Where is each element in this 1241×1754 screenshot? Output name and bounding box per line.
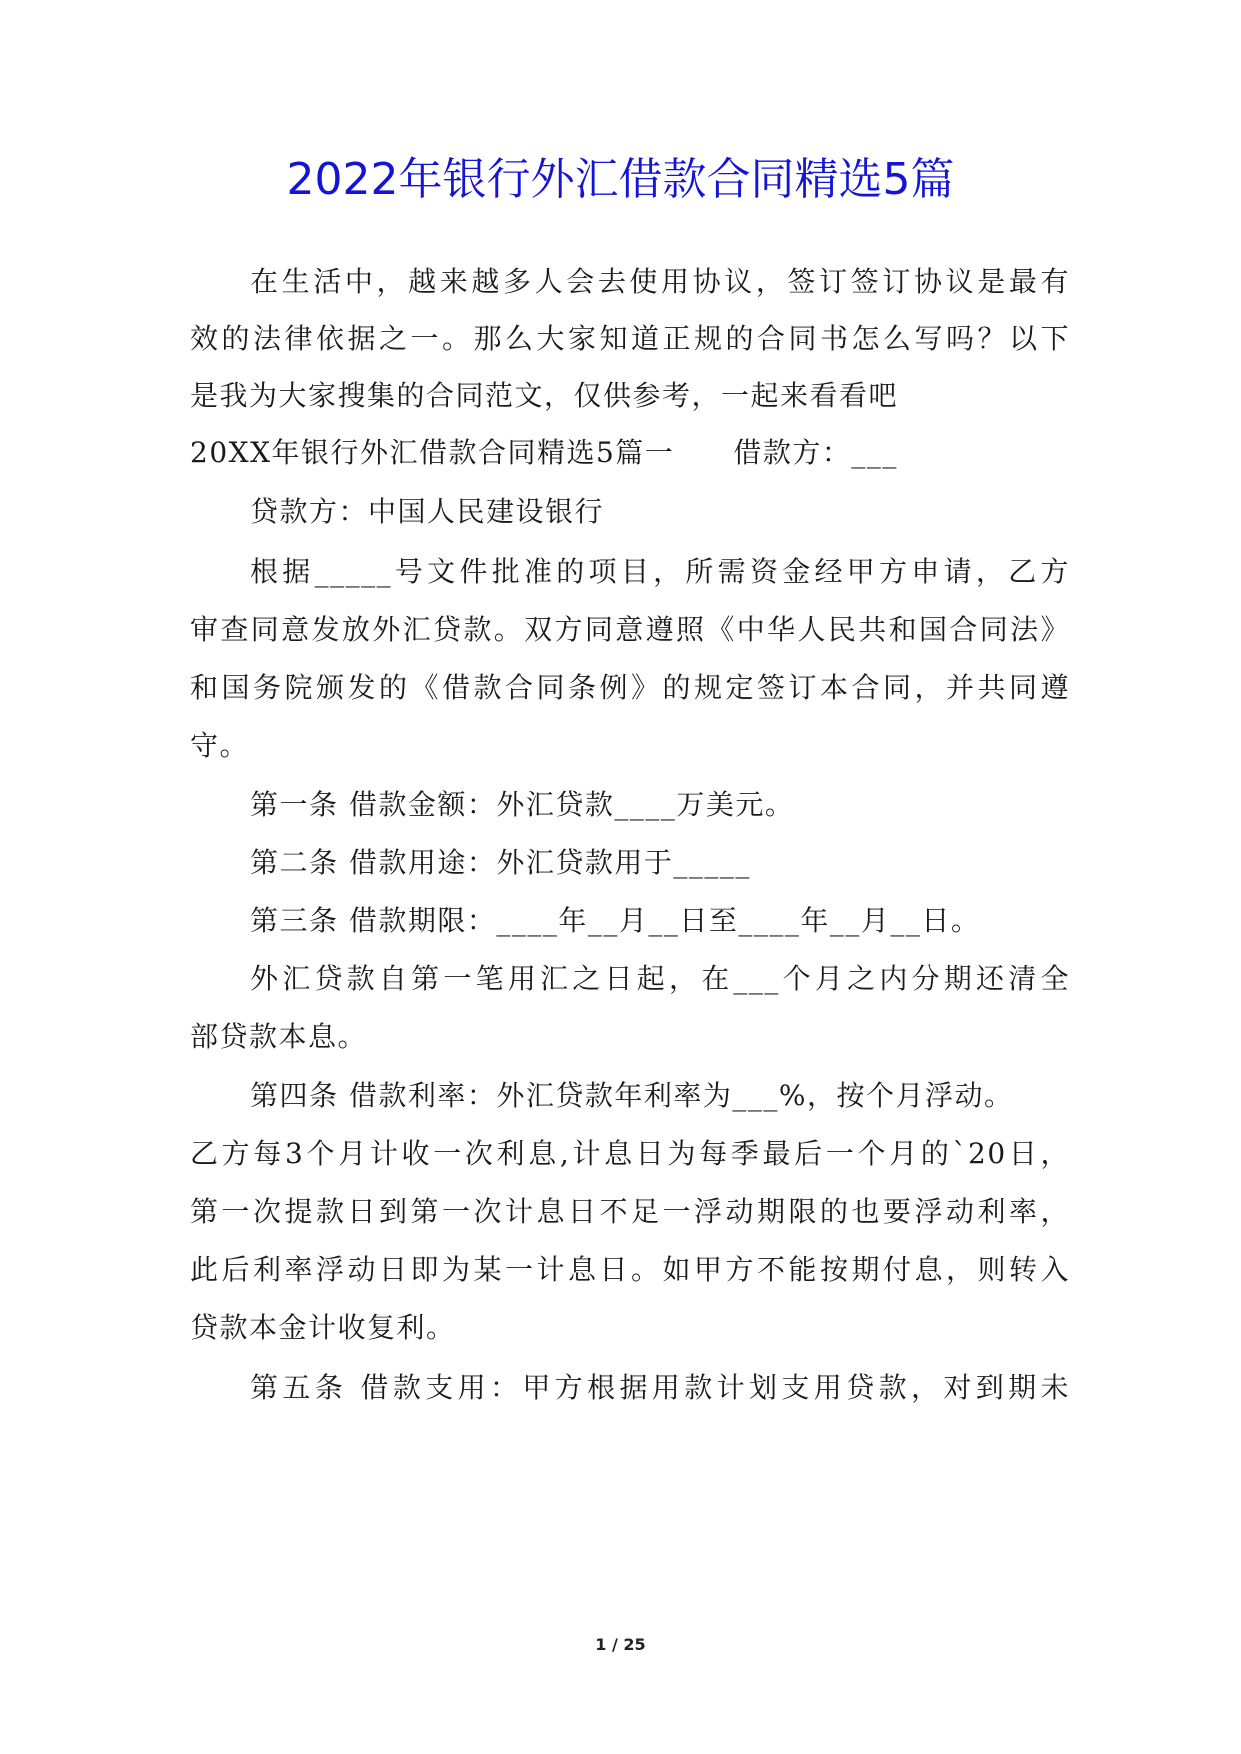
paragraph-line: 在生活中，越来越多人会去使用协议，签订签订协议是最有 xyxy=(250,265,1070,298)
paragraph-line: 此后利率浮动日即为某一计息日。如甲方不能按期付息，则转入 xyxy=(190,1253,1070,1286)
paragraph-line: 20XX年银行外汇借款合同精选5篇一 借款方：___ xyxy=(190,436,898,469)
page-number: 1 / 25 xyxy=(595,1635,646,1654)
paragraph-line: 第三条 借款期限：____年__月__日至____年__月__日。 xyxy=(250,904,981,937)
paragraph-line: 第四条 借款利率：外汇贷款年利率为___%，按个月浮动。 xyxy=(250,1079,1014,1112)
document-title: 2022年银行外汇借款合同精选5篇 xyxy=(286,154,955,205)
paragraph-line: 和国务院颁发的《借款合同条例》的规定签订本合同，并共同遵 xyxy=(190,671,1070,704)
paragraph-line: 贷款方：中国人民建设银行 xyxy=(250,495,605,528)
paragraph-line: 守。 xyxy=(190,729,250,762)
paragraph-line: 部贷款本息。 xyxy=(190,1020,368,1053)
paragraph-line: 根据_____号文件批准的项目，所需资金经甲方申请，乙方 xyxy=(250,555,1070,588)
paragraph-line: 审查同意发放外汇贷款。双方同意遵照《中华人民共和国合同法》 xyxy=(190,613,1070,646)
paragraph-line: 第二条 借款用途：外汇贷款用于_____ xyxy=(250,846,751,879)
paragraph-line: 效的法律依据之一。那么大家知道正规的合同书怎么写吗？以下 xyxy=(190,322,1070,355)
paragraph-line: 第一次提款日到第一次计息日不足一浮动期限的也要浮动利率， xyxy=(190,1195,1070,1228)
paragraph-line: 乙方每3个月计收一次利息,计息日为每季最后一个月的`20日， xyxy=(190,1137,1070,1170)
paragraph-line: 是我为大家搜集的合同范文，仅供参考，一起来看看吧 xyxy=(190,379,899,412)
paragraph-line: 贷款本金计收复利。 xyxy=(190,1311,456,1344)
paragraph-line: 外汇贷款自第一笔用汇之日起，在___个月之内分期还清全 xyxy=(250,962,1070,995)
paragraph-line: 第一条 借款金额：外汇贷款____万美元。 xyxy=(250,788,795,821)
paragraph-line: 第五条 借款支用：甲方根据用款计划支用贷款，对到期未 xyxy=(250,1371,1070,1404)
